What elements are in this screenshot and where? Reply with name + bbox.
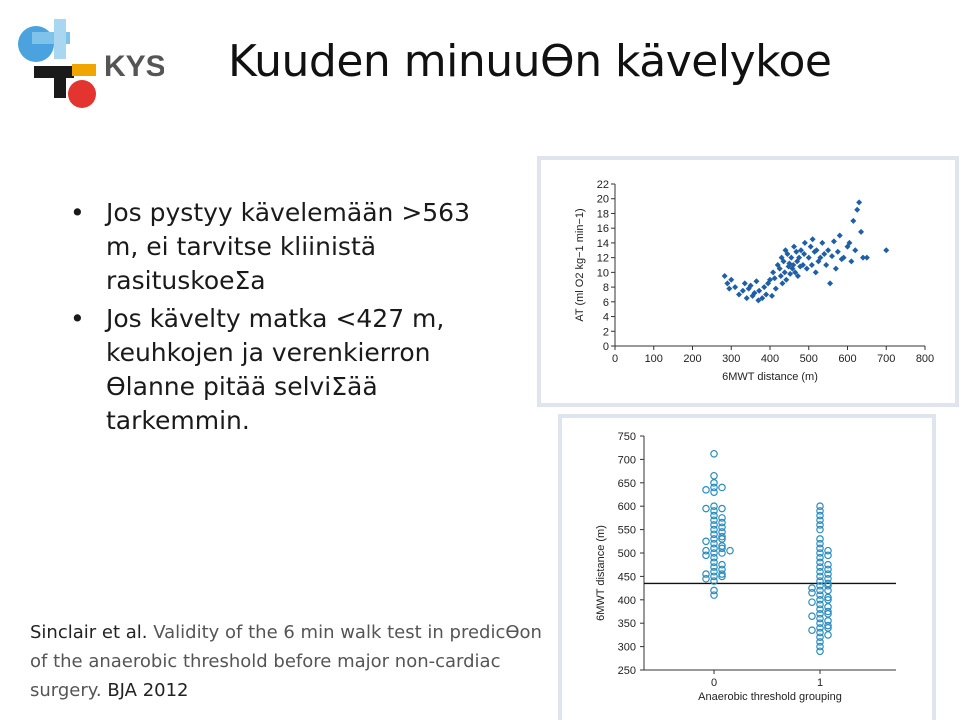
data-point xyxy=(727,547,733,553)
data-point xyxy=(736,291,742,297)
x-tick-label: 600 xyxy=(838,353,857,365)
data-point xyxy=(703,576,709,582)
data-point xyxy=(883,247,889,253)
x-tick-label: 400 xyxy=(760,353,780,365)
y-tick-label: 14 xyxy=(596,237,609,250)
x-tick-label: 0 xyxy=(611,353,619,365)
y-tick-label: 6 xyxy=(602,296,609,309)
y-tick-label: 400 xyxy=(617,594,636,607)
data-point xyxy=(850,218,856,224)
y-axis-label: AT (ml O2 kg−1 min−1) xyxy=(574,208,586,322)
data-point xyxy=(848,258,854,264)
bullet-dot-icon: • xyxy=(70,198,85,227)
data-point xyxy=(724,280,730,286)
data-point xyxy=(827,280,833,286)
data-point xyxy=(819,240,825,246)
y-tick-label: 22 xyxy=(596,179,609,191)
data-point xyxy=(825,587,831,593)
dotplot-chart xyxy=(562,418,932,720)
data-point xyxy=(773,286,779,292)
data-point xyxy=(761,284,767,290)
data-point xyxy=(817,648,823,654)
y-tick-label: 700 xyxy=(617,454,636,467)
data-point xyxy=(823,262,829,268)
data-point xyxy=(810,236,816,242)
data-point xyxy=(703,538,709,544)
y-tick-label: 750 xyxy=(617,431,636,443)
data-point xyxy=(770,269,776,275)
data-point xyxy=(728,277,734,283)
y-tick-label: 4 xyxy=(602,311,609,324)
data-point xyxy=(753,278,759,284)
y-axis-label: 6MWT distance (m) xyxy=(595,525,607,621)
citation xyxy=(30,618,550,705)
data-point xyxy=(809,262,815,268)
data-point xyxy=(787,271,793,277)
y-tick-label: 500 xyxy=(617,548,636,560)
data-point xyxy=(833,266,839,272)
x-tick-label: 200 xyxy=(683,353,702,365)
data-point xyxy=(804,266,810,272)
y-tick-label: 650 xyxy=(617,477,636,490)
x-tick-label: 1 xyxy=(816,677,824,689)
data-point xyxy=(837,233,843,239)
data-point xyxy=(854,207,860,213)
x-tick-label: 300 xyxy=(722,353,741,365)
x-tick-label: 100 xyxy=(644,353,663,365)
y-tick-label: 12 xyxy=(596,252,609,265)
data-point xyxy=(858,229,864,235)
data-point xyxy=(719,484,725,490)
y-tick-label: 18 xyxy=(596,208,609,221)
slide-title: Kuuden minuuƟn kävelykoe xyxy=(228,36,832,87)
y-tick-label: 16 xyxy=(596,223,609,236)
bullet-dot-icon: • xyxy=(70,304,85,333)
data-point xyxy=(703,552,709,558)
data-point xyxy=(719,550,725,556)
data-point xyxy=(809,613,815,619)
bullet-list xyxy=(70,196,470,438)
data-point xyxy=(852,247,858,253)
logo-text: KYS xyxy=(104,50,164,83)
kys-logo xyxy=(14,14,164,109)
y-tick-label: 0 xyxy=(602,341,609,353)
data-point xyxy=(744,295,750,301)
data-point xyxy=(782,269,788,275)
data-point xyxy=(772,275,778,281)
data-point xyxy=(711,473,717,479)
data-point xyxy=(813,269,819,275)
data-point xyxy=(809,590,815,596)
scatter-chart xyxy=(541,160,955,403)
y-tick-label: 10 xyxy=(596,267,609,280)
y-tick-label: 8 xyxy=(602,282,609,295)
citation-text: Validity of the 6 min walk test in predicƟon of the anaerobic threshold before major non-cardiac surgery. xyxy=(30,622,542,701)
data-point xyxy=(769,293,775,299)
bullet-item xyxy=(70,302,470,438)
y-tick-label: 350 xyxy=(617,618,636,631)
citation-author: Sinclair et al. xyxy=(30,622,148,643)
x-tick-label: 700 xyxy=(877,353,896,365)
data-point xyxy=(722,273,728,279)
data-point xyxy=(778,273,784,279)
data-point xyxy=(825,632,831,638)
data-point xyxy=(809,599,815,605)
data-point xyxy=(719,505,725,511)
dotplot-chart-panel xyxy=(558,414,936,720)
x-tick-label: 0 xyxy=(710,677,718,689)
x-axis-label: Anaerobic threshold grouping xyxy=(698,691,842,703)
data-point xyxy=(711,451,717,457)
y-tick-label: 20 xyxy=(596,193,609,206)
data-point xyxy=(835,249,841,255)
data-point xyxy=(864,255,870,261)
scatter-chart-panel xyxy=(537,156,959,407)
x-tick-label: 500 xyxy=(799,353,818,365)
data-point xyxy=(808,244,814,250)
data-point xyxy=(831,238,837,244)
citation-journal: BJA 2012 xyxy=(107,680,189,701)
data-point xyxy=(711,592,717,598)
bullet-item xyxy=(70,196,470,298)
y-tick-label: 550 xyxy=(617,524,636,537)
data-point xyxy=(763,291,769,297)
y-tick-label: 600 xyxy=(617,501,636,514)
data-point xyxy=(742,280,748,286)
bullet-text: Jos pystyy kävelemään >563 m, ei tarvitse kliinistä rasituskoeƩa xyxy=(106,198,470,295)
data-point xyxy=(791,244,797,250)
data-point xyxy=(821,251,827,257)
data-point xyxy=(806,255,812,261)
y-tick-label: 250 xyxy=(617,665,636,677)
data-point xyxy=(726,286,732,292)
data-point xyxy=(711,489,717,495)
y-tick-label: 2 xyxy=(602,326,609,339)
data-point xyxy=(802,240,808,246)
x-tick-label: 800 xyxy=(915,353,935,365)
data-point xyxy=(703,505,709,511)
data-point xyxy=(829,253,835,259)
kys-logo-mark xyxy=(14,14,164,109)
data-point xyxy=(779,280,785,286)
x-axis-label: 6MWT distance (m) xyxy=(722,371,818,383)
data-point xyxy=(856,199,862,205)
bullet-text: Jos kävelty matka <427 m, keuhkojen ja verenkierron Ɵlanne pitää selviƩää tarkemmin. xyxy=(106,304,445,435)
data-point xyxy=(732,284,738,290)
y-tick-label: 450 xyxy=(617,571,636,584)
data-point xyxy=(788,255,794,261)
data-point xyxy=(783,277,789,283)
data-point xyxy=(740,288,746,294)
data-point xyxy=(825,552,831,558)
data-point xyxy=(793,249,799,255)
data-point xyxy=(809,627,815,633)
data-point xyxy=(703,487,709,493)
data-point xyxy=(817,526,823,532)
data-point xyxy=(825,247,831,253)
y-tick-label: 300 xyxy=(617,641,636,654)
